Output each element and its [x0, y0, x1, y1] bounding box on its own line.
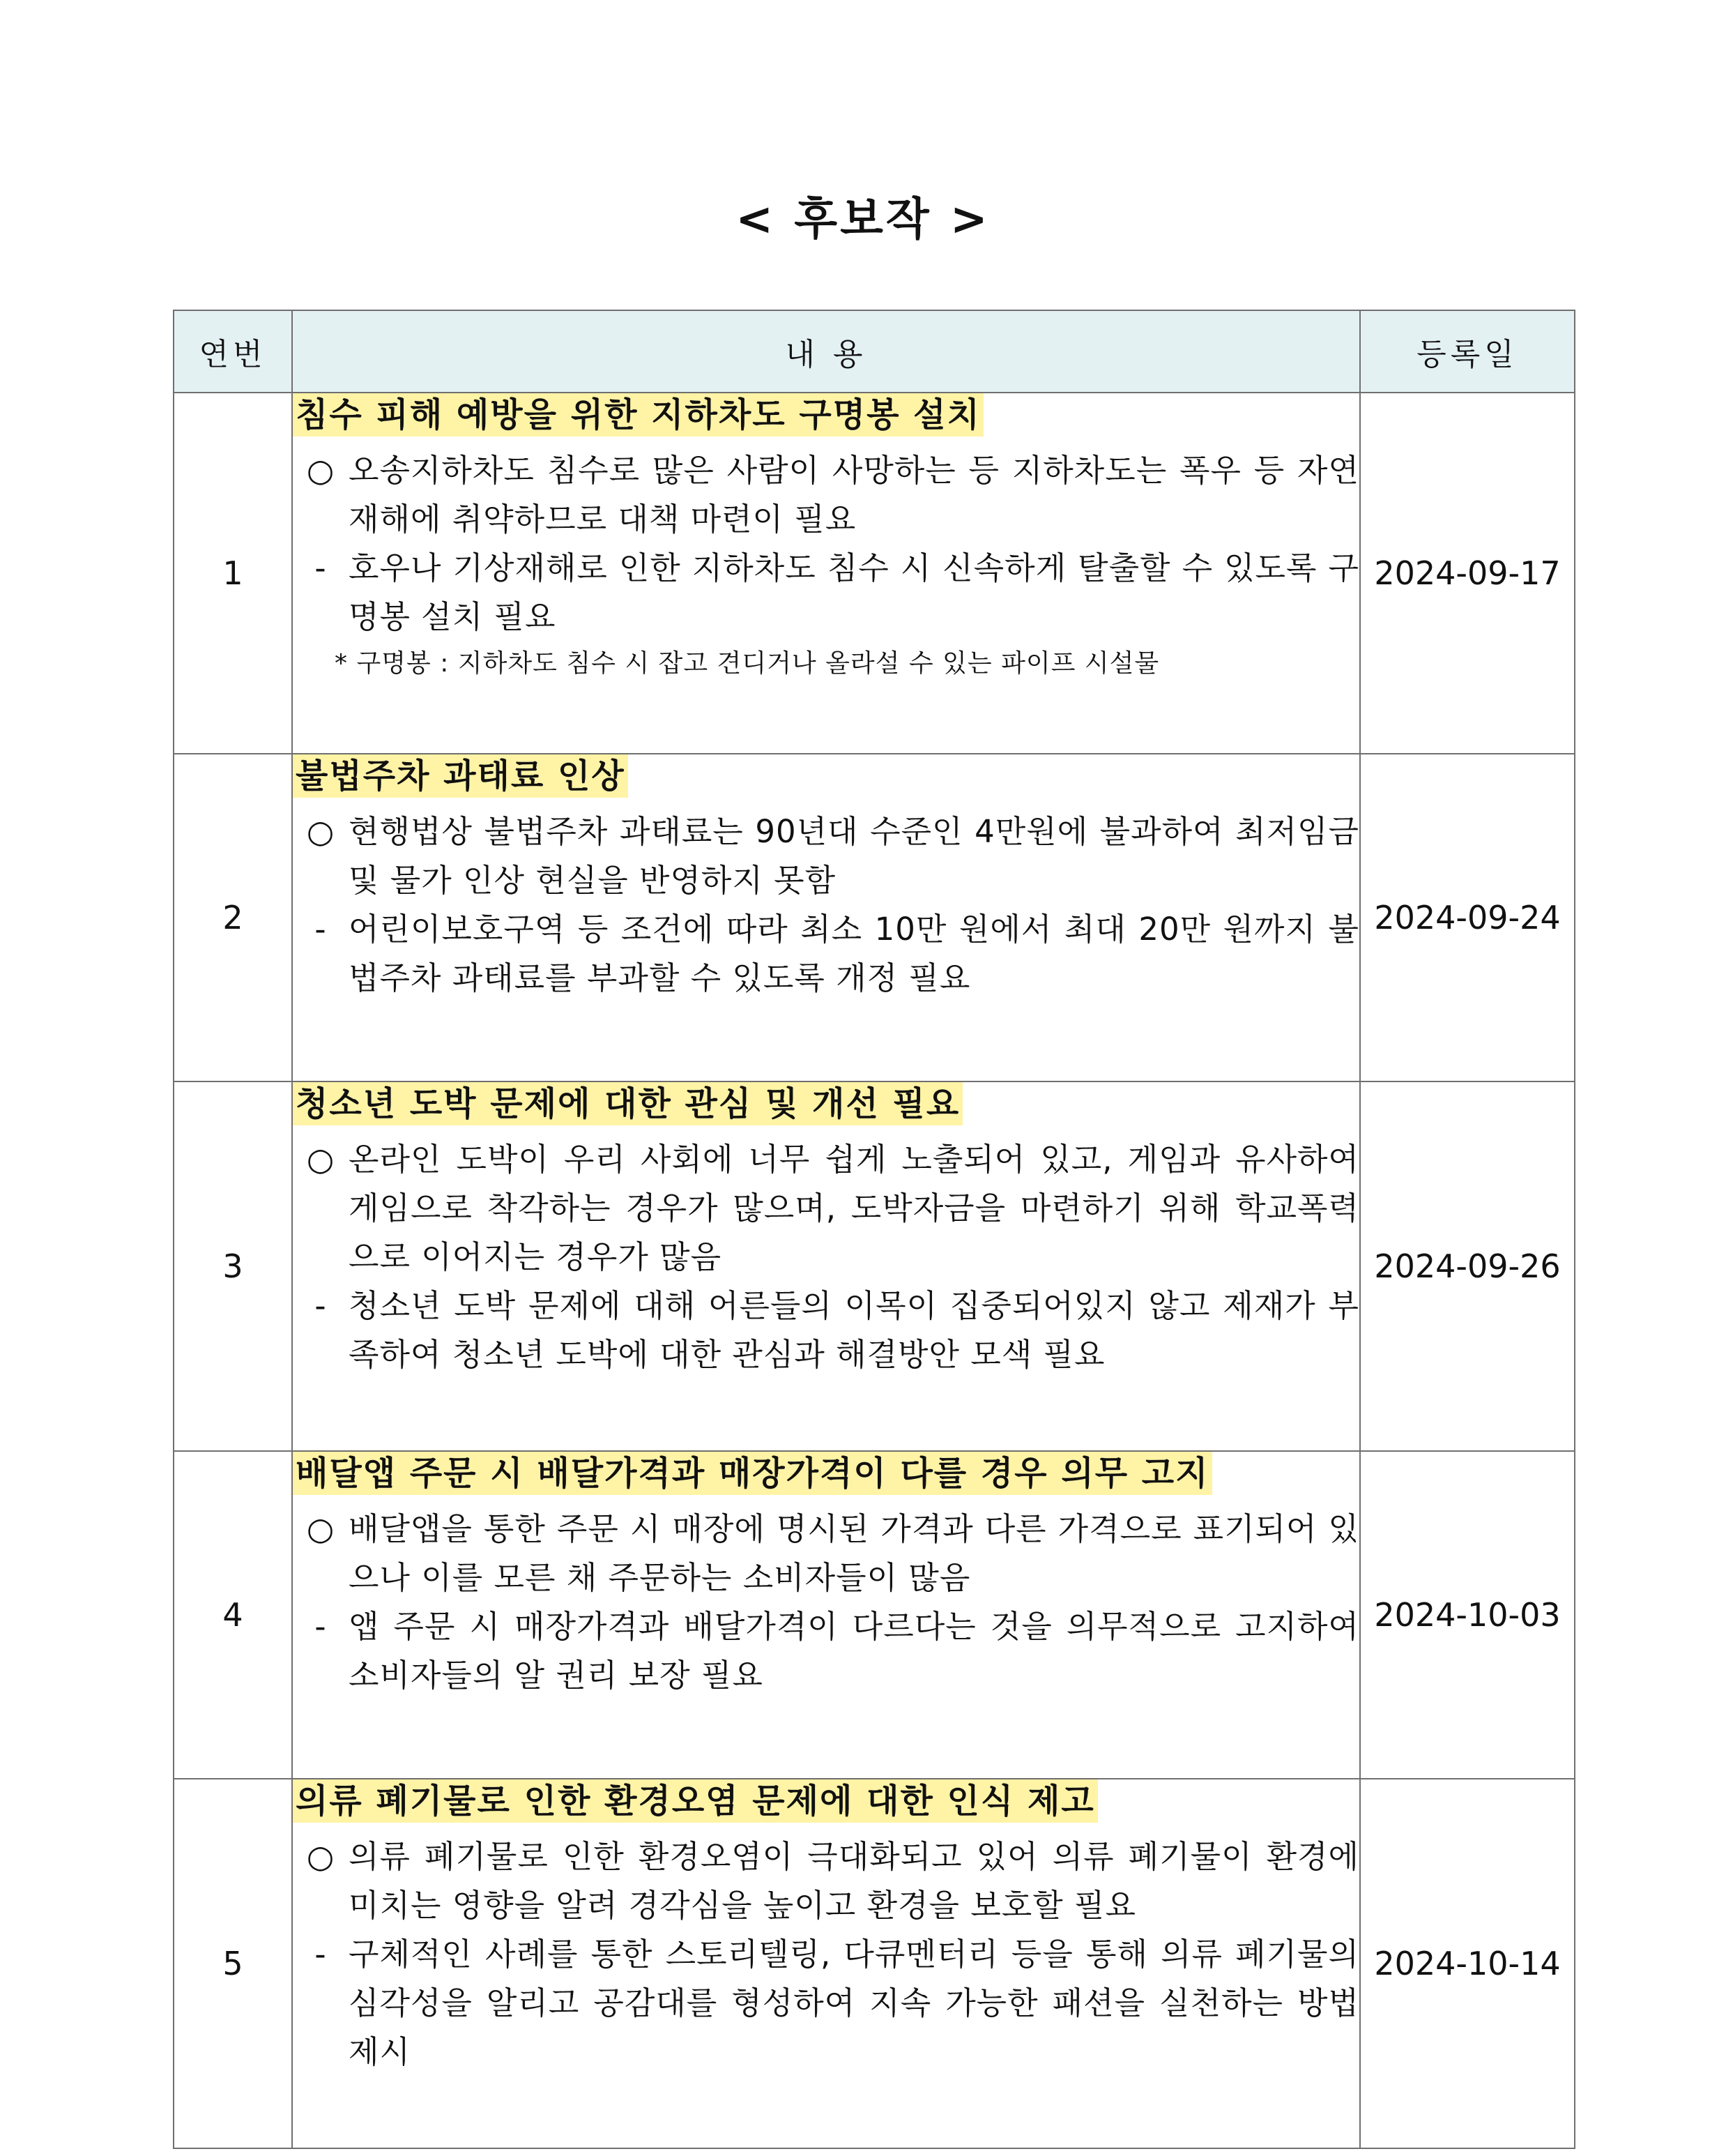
circle-bullet-icon: ○: [306, 1838, 335, 1875]
circle-bullet-text: 오송지하차도 침수로 많은 사람이 사망하는 등 지하차도는 폭우 등 자연재해에 취약하므로 대책 마련이 필요: [349, 452, 1359, 538]
dash-bullet-icon: -: [314, 1608, 327, 1645]
dash-bullet-text: 청소년 도박 문제에 대해 어른들의 이목이 집중되어있지 않고 제재가 부족하여 청소년 도박에 대한 관심과 해결방안 모색 필요: [349, 1287, 1359, 1373]
row-content: [292, 1451, 1360, 1779]
dash-bullet-icon: -: [314, 1287, 327, 1324]
circle-bullet-icon: ○: [306, 1510, 335, 1547]
table-row: [174, 754, 1575, 1081]
circle-bullet-item: [293, 807, 1359, 905]
candidates-table: [173, 310, 1575, 2149]
dash-bullet-item: [293, 544, 1359, 642]
entry-title: 배달앱 주문 시 배달가격과 매장가격이 다를 경우 의무 고지: [293, 1452, 1212, 1495]
row-date: 2024-10-03: [1360, 1451, 1575, 1779]
circle-bullet-icon: ○: [306, 813, 335, 850]
row-content: [292, 393, 1360, 754]
row-number: 5: [174, 1779, 292, 2148]
dash-bullet-item: [293, 1602, 1359, 1700]
header-no: 연번: [174, 310, 292, 393]
circle-bullet-text: 온라인 도박이 우리 사회에 너무 쉽게 노출되어 있고, 게임과 유사하여 게임으로 착각하는 경우가 많으며, 도박자금을 마련하기 위해 학교폭력으로 이어지는 경우가 많음: [349, 1141, 1359, 1275]
table-header-row: [174, 310, 1575, 393]
entry-title: 불법주차 과태료 인상: [293, 754, 628, 798]
dash-bullet-icon: -: [314, 911, 327, 948]
row-content: [292, 1779, 1360, 2148]
row-date: 2024-09-17: [1360, 393, 1575, 754]
dash-bullet-item: [293, 1282, 1359, 1379]
dash-bullet-text: 호우나 기상재해로 인한 지하차도 침수 시 신속하게 탈출할 수 있도록 구명봉 설치 필요: [349, 549, 1359, 635]
row-number: 3: [174, 1081, 292, 1451]
table-row: [174, 1451, 1575, 1779]
dash-bullet-icon: -: [314, 549, 327, 586]
circle-bullet-item: [293, 1135, 1359, 1282]
entry-title: 의류 폐기물로 인한 환경오염 문제에 대한 인식 제고: [293, 1779, 1098, 1823]
row-number: 4: [174, 1451, 292, 1779]
table-row: [174, 1081, 1575, 1451]
row-content: [292, 1081, 1360, 1451]
circle-bullet-icon: ○: [306, 452, 335, 489]
entry-title: 침수 피해 예방을 위한 지하차도 구명봉 설치: [293, 393, 984, 436]
entry-title: 청소년 도박 문제에 대한 관심 및 개선 필요: [293, 1082, 963, 1125]
row-date: 2024-09-26: [1360, 1081, 1575, 1451]
circle-bullet-text: 현행법상 불법주차 과태료는 90년대 수준인 4만원에 불과하여 최저임금 및 물가 인상 현실을 반영하지 못함: [349, 813, 1359, 899]
circle-bullet-item: [293, 1505, 1359, 1602]
row-number: 2: [174, 754, 292, 1081]
header-date: 등록일: [1360, 310, 1575, 393]
circle-bullet-text: 의류 폐기물로 인한 환경오염이 극대화되고 있어 의류 폐기물이 환경에 미치는 영향을 알려 경각심을 높이고 환경을 보호할 필요: [349, 1838, 1359, 1924]
row-content: [292, 754, 1360, 1081]
row-number: 1: [174, 393, 292, 754]
dash-bullet-text: 어린이보호구역 등 조건에 따라 최소 10만 원에서 최대 20만 원까지 불법주차 과태료를 부과할 수 있도록 개정 필요: [349, 911, 1359, 996]
table-row: [174, 393, 1575, 754]
circle-bullet-item: [293, 446, 1359, 544]
circle-bullet-item: [293, 1832, 1359, 1930]
circle-bullet-text: 배달앱을 통한 주문 시 매장에 명시된 가격과 다른 가격으로 표기되어 있으나 이를 모른 채 주문하는 소비자들이 많음: [349, 1510, 1359, 1596]
dash-bullet-item: [293, 905, 1359, 1003]
dash-bullet-icon: -: [314, 1936, 327, 1973]
dash-bullet-text: 구체적인 사례를 통한 스토리텔링, 다큐멘터리 등을 통해 의류 폐기물의 심각성을 알리고 공감대를 형성하여 지속 가능한 패션을 실천하는 방법 제시: [349, 1936, 1359, 2070]
row-date: 2024-10-14: [1360, 1779, 1575, 2148]
header-content: 내 용: [292, 310, 1360, 393]
footnote: * 구명봉 : 지하차도 침수 시 잡고 견디거나 올라설 수 있는 파이프 시설물: [335, 649, 1160, 678]
dash-bullet-item: [293, 1930, 1359, 2077]
dash-bullet-text: 앱 주문 시 매장가격과 배달가격이 다르다는 것을 의무적으로 고지하여 소비자들의 알 권리 보장 필요: [349, 1608, 1359, 1694]
row-date: 2024-09-24: [1360, 754, 1575, 1081]
circle-bullet-icon: ○: [306, 1141, 335, 1178]
page-title: < 후보작 >: [735, 194, 991, 245]
table-row: [174, 1779, 1575, 2148]
